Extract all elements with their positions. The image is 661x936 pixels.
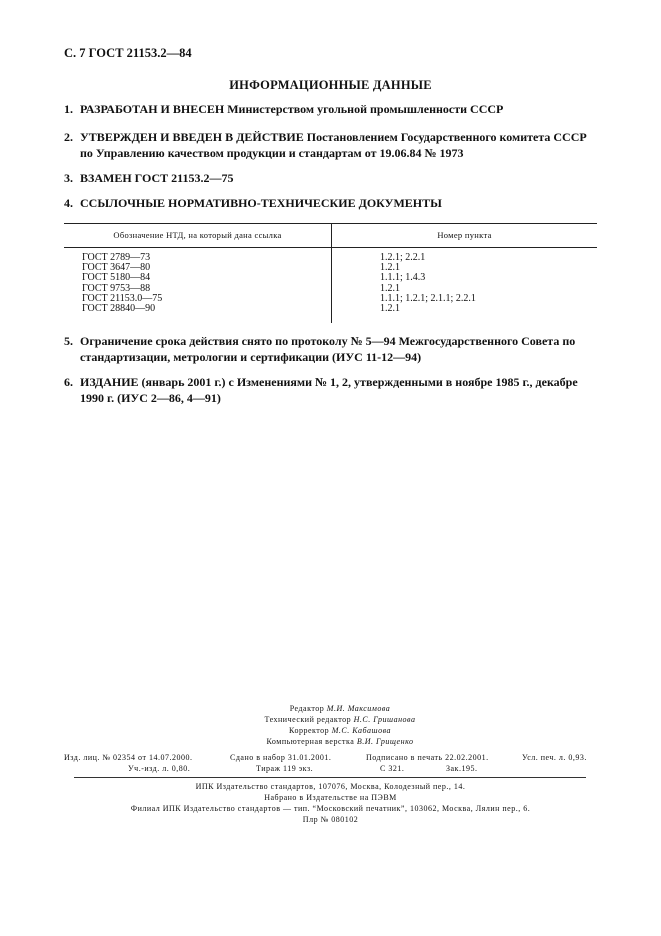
table-cell-clause: 1.2.1 [380,282,400,294]
table-cell-document: ГОСТ 3647—80 [82,262,151,274]
imprint-publisher: ИПК Издательство стандартов, 107076, Москва, Колодезный пер., 14. [195,782,466,791]
table-header-clause: Номер пункта [437,230,492,240]
section-title: ИНФОРМАЦИОННЫЕ ДАННЫЕ [229,78,432,92]
staff-role: Редактор [289,704,325,713]
table-cell-clause: 1.2.1; 2.2.1 [380,252,426,263]
imprint-edition-sheets: Уч.-изд. л. 0,80. [128,764,191,773]
item-number: 5. [64,334,73,348]
staff-line-tech-editor [150,714,530,725]
imprint-order: Зак.195. [446,764,478,773]
info-item-4 [64,195,599,211]
imprint-code: С 321. [380,764,405,773]
table-cell-clause: 1.2.1 [380,303,400,315]
item-text: Ограничение срока действия снято по протоколу № 5—94 Межгосударственного Совета по стандартизации, метрологии и сертификации (ИУС 11-12—94) [80,334,576,364]
info-item-2 [64,129,599,161]
table-cell-document: ГОСТ 28840—90 [82,303,156,315]
table-cell-document: ГОСТ 21153.0—75 [82,292,163,304]
item-text: ВЗАМЕН ГОСТ 21153.2—75 [80,171,234,185]
imprint-print-sheets: Усл. печ. л. 0,93. [522,753,587,762]
info-item-3 [64,170,599,186]
imprint-plr: Плр № 080102 [302,815,359,824]
info-item-6 [64,374,599,406]
staff-role: Корректор [289,726,330,735]
imprint-typeset: Набрано в Издательстве на ПЭВМ [264,793,397,802]
staff-line-corrector [150,725,530,736]
table-header-document: Обозначение НТД, на который дана ссылка [113,230,282,240]
item-number: 6. [64,375,73,389]
item-number: 3. [64,171,73,185]
page-header: С. 7 ГОСТ 21153.2—84 [64,46,192,60]
staff-name: М.И. Максимова [326,704,391,713]
table-cell-clause: 1.1.1; 1.2.1; 2.1.1; 2.2.1 [380,292,476,304]
staff-name: Н.С. Гришанова [353,715,416,724]
item-text: ССЫЛОЧНЫЕ НОРМАТИВНО-ТЕХНИЧЕСКИЕ ДОКУМЕНТЫ [80,196,442,210]
imprint-print-date: Подписано в печать 22.02.2001. [366,753,489,762]
imprint-license: Изд. лиц. № 02354 от 14.07.2000. [64,753,193,762]
table-cell-document: ГОСТ 2789—73 [82,252,151,263]
table-cell-document: ГОСТ 5180—84 [82,272,151,284]
staff-role: Технический редактор [264,715,352,724]
item-number: 1. [64,102,73,116]
table-column-clauses [380,253,476,314]
imprint-branch: Филиал ИПК Издательство стандартов — тип. “Московский печатник”, 103062, Москва, Лялин пер., 6. [130,804,531,813]
table-column-documents [82,253,162,314]
imprint-divider [74,777,586,778]
staff-name: В.И. Грищенко [356,737,414,746]
table-cell-document: ГОСТ 9753—88 [82,282,151,294]
imprint-typeset-date: Сдано в набор 31.01.2001. [230,753,332,762]
table-cell-clause: 1.1.1; 1.4.3 [380,272,426,284]
staff-line-layout [150,736,530,747]
item-text: РАЗРАБОТАН И ВНЕСЕН Министерством угольной промышленности СССР [80,102,504,116]
staff-line-editor [150,703,530,714]
staff-role: Компьютерная верстка [266,737,355,746]
item-number: 2. [64,130,73,144]
table-cell-clause: 1.2.1 [380,262,400,274]
item-text: УТВЕРЖДЕН И ВВЕДЕН В ДЕЙСТВИЕ Постановлением Государственного комитета СССР по Управлению качеством продукции и стандартам от 19.06.84 № 1973 [80,130,587,160]
info-item-5 [64,333,599,365]
editorial-staff [150,703,530,747]
staff-name: М.С. Кабашова [331,726,391,735]
reference-table [64,223,597,323]
item-number: 4. [64,196,73,210]
item-text: ИЗДАНИЕ (январь 2001 г.) с Изменениями № 1, 2, утвержденными в ноябре 1985 г., декабре 1990 г. (ИУС 2—86, 4—91) [80,375,578,405]
imprint-circulation: Тираж 119 экз. [256,764,314,773]
info-item-1 [64,101,599,117]
